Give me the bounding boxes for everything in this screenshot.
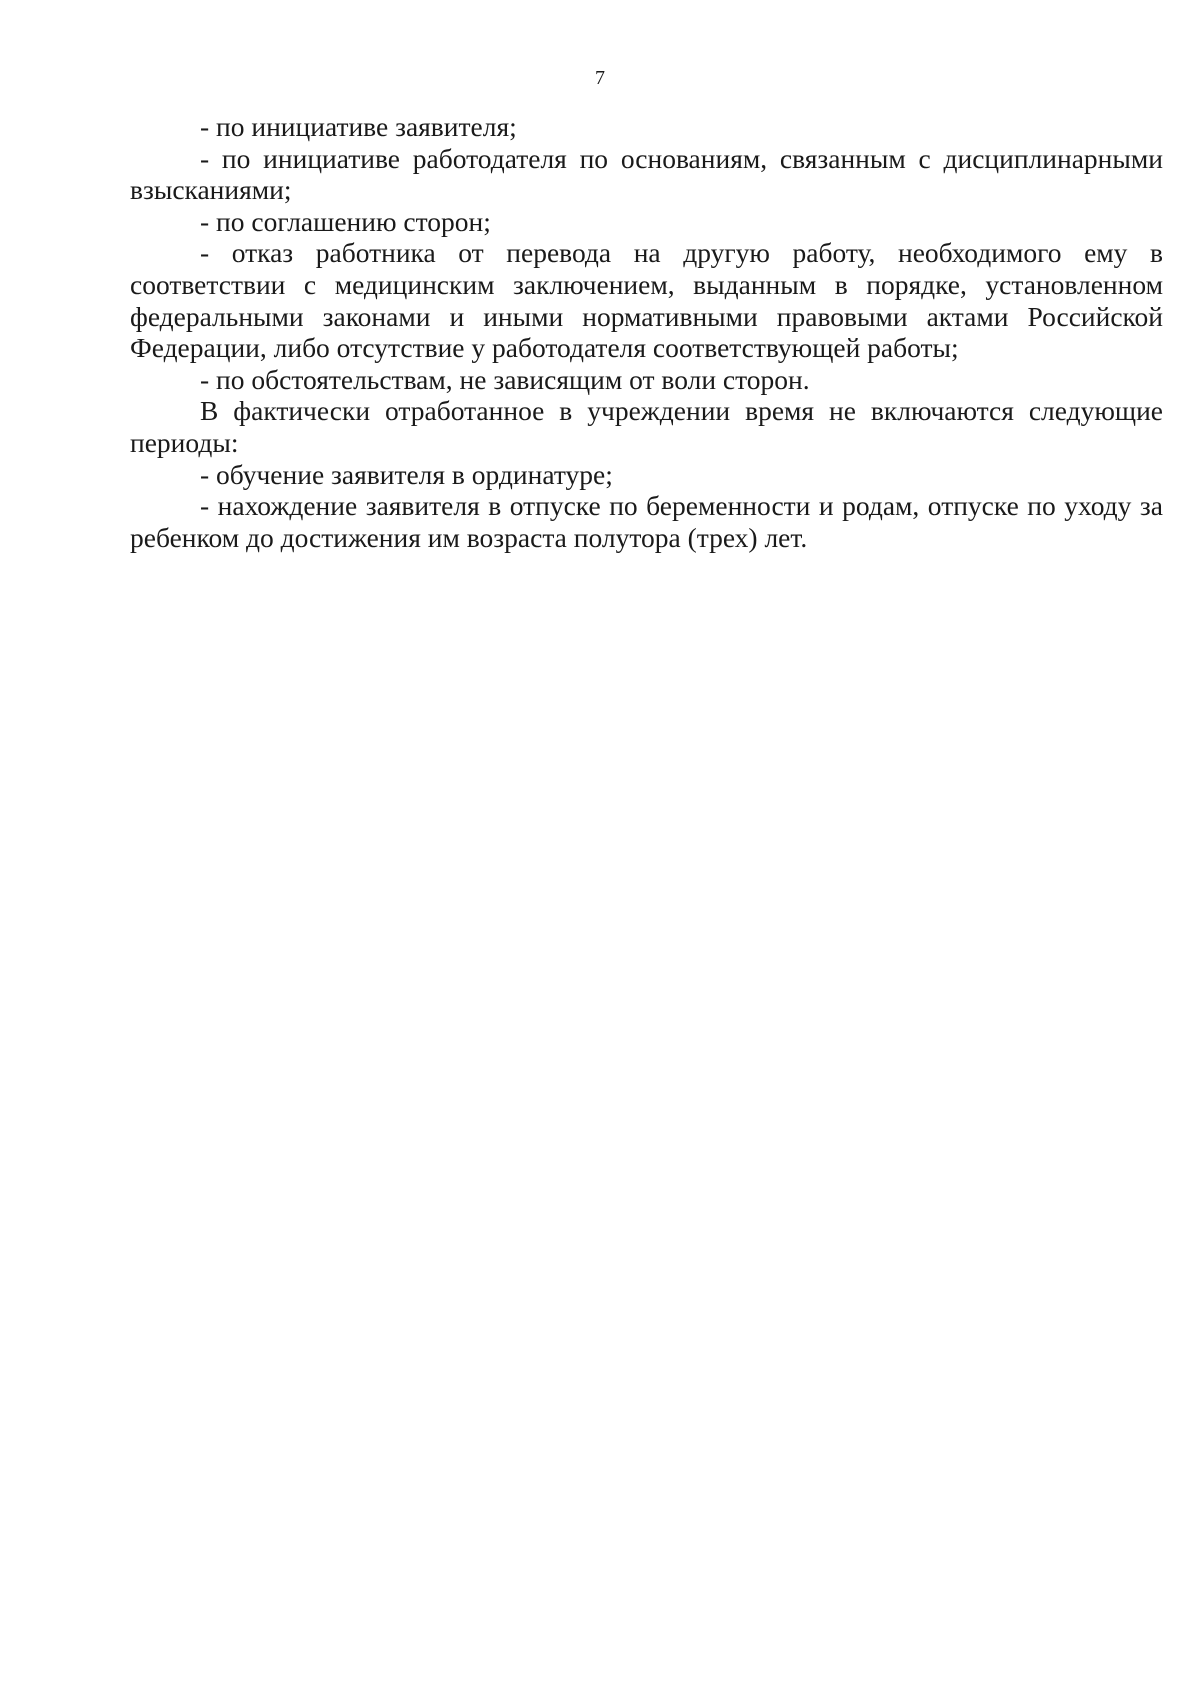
page-number: 7 (595, 67, 605, 89)
list-item-maternity-leave: - нахождение заявителя в отпуске по беременности и родам, отпуске по уходу за ребенком до достижения им возраста полутора (трех) лет. (130, 490, 1163, 553)
list-item-residency-training: - обучение заявителя в ординатуре; (200, 458, 613, 490)
list-item-circumstances: - по обстоятельствам, не зависящим от воли сторон. (200, 363, 810, 395)
list-item-agreement-parties: - по соглашению сторон; (200, 205, 491, 237)
list-item-initiative-employer: - по инициативе работодателя по основаниям, связанным с дисциплинарными взысканиями; (130, 142, 1163, 206)
paragraph-excluded-periods: В фактически отработанное в учреждении время не включаются следующие периоды: (130, 395, 1163, 458)
document-body (130, 111, 1163, 553)
list-item-initiative-applicant: - по инициативе заявителя; (200, 111, 517, 142)
list-item-refusal-transfer: - отказ работника от перевода на другую работу, необходимого ему в соответствии с медицинским заключением, выданным в порядке, установленном федеральными законами и иными нормативными правовыми актами Российской Федерации, либо отсутствие у работодателя соответствующей работы; (130, 237, 1163, 364)
